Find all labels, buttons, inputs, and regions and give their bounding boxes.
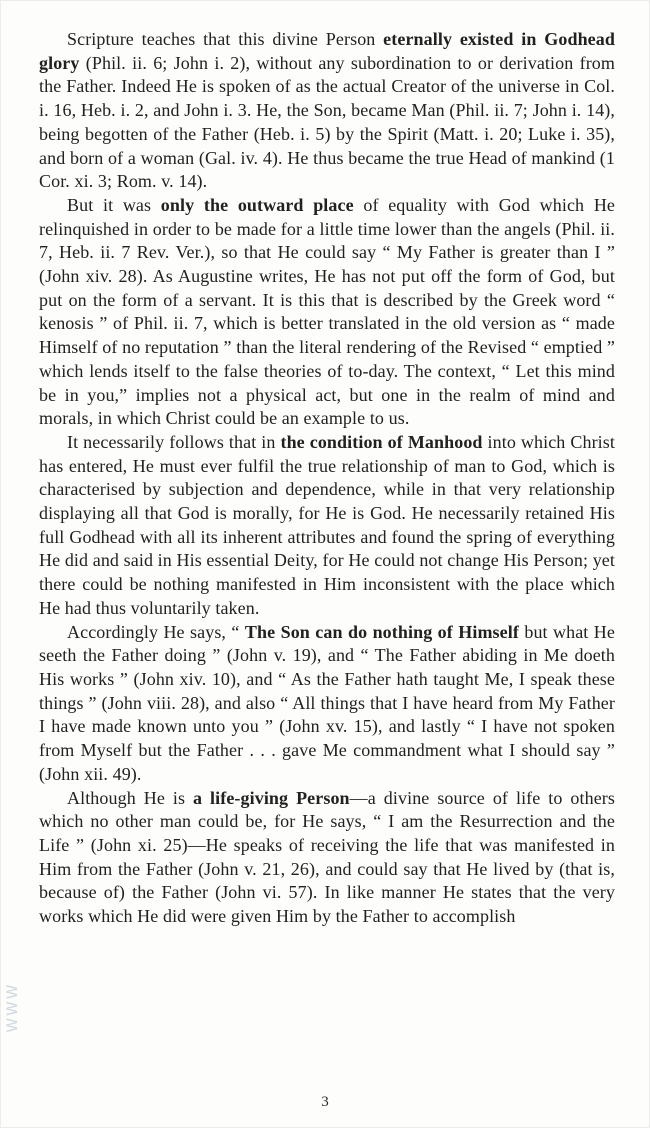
text-run-bold: eternally existed in Godhead glory xyxy=(39,29,615,73)
text-run: But it was xyxy=(67,194,161,215)
text-run: It necessarily follows that in xyxy=(67,431,281,452)
watermark: www xyxy=(1,981,22,1032)
paragraph xyxy=(39,787,615,929)
text-run: of equality with God which He relinquished in order to be made for a little time lower than the angels (Phil. ii. 7, Heb. ii. 7 Rev. Ver.), so that He could say “ My Father is greater than I ” (John xiv. 28). As Augustine writes, He has not put off the form of God, but put on the form of a servant. It is this that is described by the Greek word “ kenosis ” of Phil. ii. 7, which is better translated in the old version as “ made Himself of no reputation ” than the literal rendering of the Revised “ emptied ” which lends itself to the false theories of to-day. The context, “ Let this mind be in you,” implies not a physical act, but one in the realm of mind and morals, in which Christ could be an example to us. xyxy=(39,194,616,429)
paragraph xyxy=(39,431,615,621)
page-number: 3 xyxy=(321,1094,329,1110)
paragraph xyxy=(39,194,615,431)
text-run: Accordingly He says, “ xyxy=(67,621,245,642)
paragraph xyxy=(39,28,615,194)
page-text xyxy=(39,28,615,929)
text-run: Scripture teaches that this divine Person xyxy=(67,29,384,49)
paragraph xyxy=(39,621,615,787)
text-run-bold: a life-giving Person xyxy=(193,787,350,808)
text-run-bold: the condition of Manhood xyxy=(280,431,483,452)
text-run: but what He seeth the Father doing ” (John v. 19), and “ The Father abiding in Me doeth His works ” (John xiv. 10), and “ As the Father hath taught Me, I speak these things ” (John viii. 28), and also “ All things that I have heard from My Father I have made known unto you ” (John xv. 15), and lastly “ I have not spoken from Myself but the Father . . . gave Me commandment what I should say ” (John xii. 49). xyxy=(39,621,615,784)
text-run: Although He is xyxy=(67,787,194,808)
text-run: into which Christ has entered, He must ever fulfil the true relationship of man to God, which is characterised by subjection and dependence, while in that very relationship displaying all that God is morally, for He is God. He necessarily retained His full Godhead with all its inherent attributes and found the spring of everything He did and said in His essential Deity, for He could not change His Person; yet there could be nothing manifested in Him inconsistent with the place which He had thus voluntarily taken. xyxy=(39,431,615,618)
text-run: —a divine source of life to others which no other man could be, for He says, “ I am the Resurrection and the Life ” (John xi. 25)—He speaks of receiving the life that was manifested in Him from the Father (John v. 21, 26), and could say that He lived by (that is, because of) the Father (John vi. 57). In like manner He states that the very works which He did were given Him by the Father to accomplish xyxy=(39,787,616,927)
text-run-bold: The Son can do nothing of Himself xyxy=(244,621,519,642)
text-run: (Phil. ii. 6; John i. 2), without any subordination to or derivation from the Father. Indeed He is spoken of as the actual Creator of the universe in Col. i. 16, Heb. i. 2, and John i. 3. He, the Son, became Man (Phil. ii. 7; John i. 14), being begotten of the Father (Heb. i. 5) by the Spirit (Matt. i. 20; Luke i. 35), and born of a woman (Gal. iv. 4). He thus became the true Head of mankind (1 Cor. xi. 3; Rom. v. 14). xyxy=(39,52,615,192)
text-run-bold: only the outward place xyxy=(160,194,354,215)
